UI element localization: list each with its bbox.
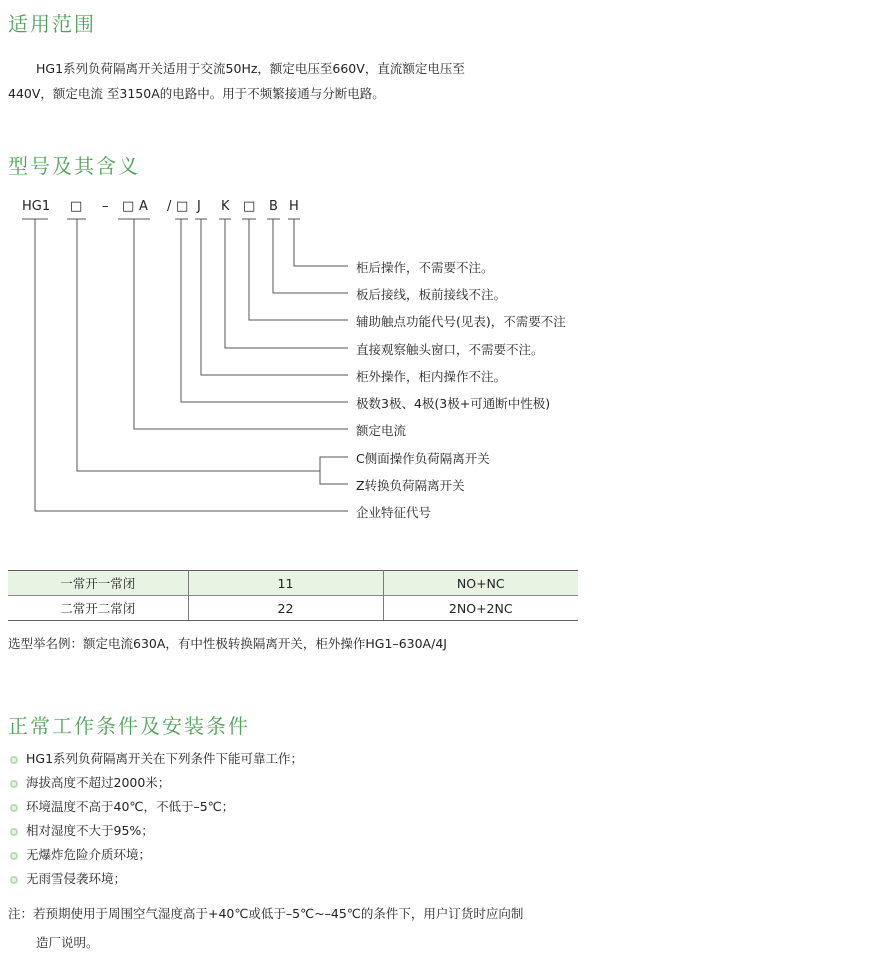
aux-contact-table bbox=[8, 570, 578, 621]
table-cell: 11 bbox=[188, 571, 383, 596]
code-b: B bbox=[269, 199, 278, 214]
bullet-icon bbox=[10, 876, 18, 884]
section-title-scope: 适用范围 bbox=[8, 12, 96, 36]
code-box-1: □ bbox=[70, 199, 83, 214]
table-cell: 22 bbox=[188, 596, 383, 621]
selection-example: 选型举名例：额定电流630A，有中性极转换隔离开关，柜外操作HG1–630A/4J bbox=[8, 636, 447, 651]
code-dash: – bbox=[102, 199, 109, 214]
bullet-icon bbox=[10, 852, 18, 860]
desc-b: 板后接线，板前接线不注。 bbox=[356, 287, 507, 302]
list-item bbox=[10, 869, 126, 887]
list-item-text: 环境温度不高于40℃，不低于–5℃； bbox=[26, 799, 235, 814]
desc-c: C侧面操作负荷隔离开关 bbox=[356, 451, 490, 466]
code-a: A bbox=[139, 199, 148, 214]
list-item-text: HG1系列负荷隔离开关在下列条件下能可靠工作； bbox=[26, 751, 304, 766]
table-cell: 一常开一常闭 bbox=[8, 571, 188, 596]
desc-z: Z转换负荷隔离开关 bbox=[356, 478, 465, 493]
table-cell: 二常开二常闭 bbox=[8, 596, 188, 621]
code-slash: / bbox=[167, 199, 172, 214]
list-item-text: 无爆炸危险介质环境； bbox=[26, 847, 152, 862]
list-item-text: 相对湿度不大于95%； bbox=[26, 823, 154, 838]
desc-aux: 辅助触点功能代号(见表)，不需要不注 bbox=[356, 314, 566, 329]
table-cell: NO+NC bbox=[383, 571, 578, 596]
desc-poles: 极数3极、4极(3极+可通断中性极) bbox=[356, 396, 551, 411]
list-item-text: 无雨雪侵袭环境； bbox=[26, 871, 127, 886]
code-prefix: HG1 bbox=[22, 199, 51, 214]
code-h: H bbox=[289, 199, 299, 214]
scope-line-1: HG1系列负荷隔离开关适用于交流50Hz，额定电压至660V，直流额定电压至 bbox=[36, 61, 465, 76]
list-item bbox=[10, 773, 170, 791]
desc-h: 柜后操作，不需要不注。 bbox=[356, 260, 494, 275]
code-j: J bbox=[197, 199, 201, 214]
table-row bbox=[8, 571, 578, 596]
note-line-1: 注：若预期使用于周围空气湿度高于+40℃或低于–5℃~–45℃的条件下，用户订货时应向制 bbox=[8, 906, 524, 921]
list-item bbox=[10, 845, 151, 863]
code-box-3: □ bbox=[176, 199, 189, 214]
desc-j: 柜外操作，柜内操作不注。 bbox=[356, 369, 507, 384]
note-line-2: 造厂说明。 bbox=[36, 935, 99, 950]
list-item bbox=[10, 749, 303, 767]
list-item bbox=[10, 821, 154, 839]
desc-enterprise: 企业特征代号 bbox=[356, 505, 432, 520]
desc-k: 直接观察触头窗口，不需要不注。 bbox=[356, 342, 544, 357]
section-title-conditions: 正常工作条件及安装条件 bbox=[8, 714, 250, 738]
list-item bbox=[10, 797, 234, 815]
code-k: K bbox=[221, 199, 230, 214]
scope-line-2: 440V，额定电流 至3150A的电路中。用于不频繁接通与分断电路。 bbox=[8, 86, 385, 101]
code-box-2: □ bbox=[122, 199, 135, 214]
code-box-4: □ bbox=[243, 199, 256, 214]
table-cell: 2NO+2NC bbox=[383, 596, 578, 621]
bullet-icon bbox=[10, 804, 18, 812]
section-title-model: 型号及其含义 bbox=[8, 154, 140, 178]
bullet-icon bbox=[10, 828, 18, 836]
list-item-text: 海拔高度不超过2000米； bbox=[26, 775, 171, 790]
desc-current: 额定电流 bbox=[356, 423, 407, 438]
bullet-icon bbox=[10, 756, 18, 764]
table-row bbox=[8, 596, 578, 621]
bullet-icon bbox=[10, 780, 18, 788]
